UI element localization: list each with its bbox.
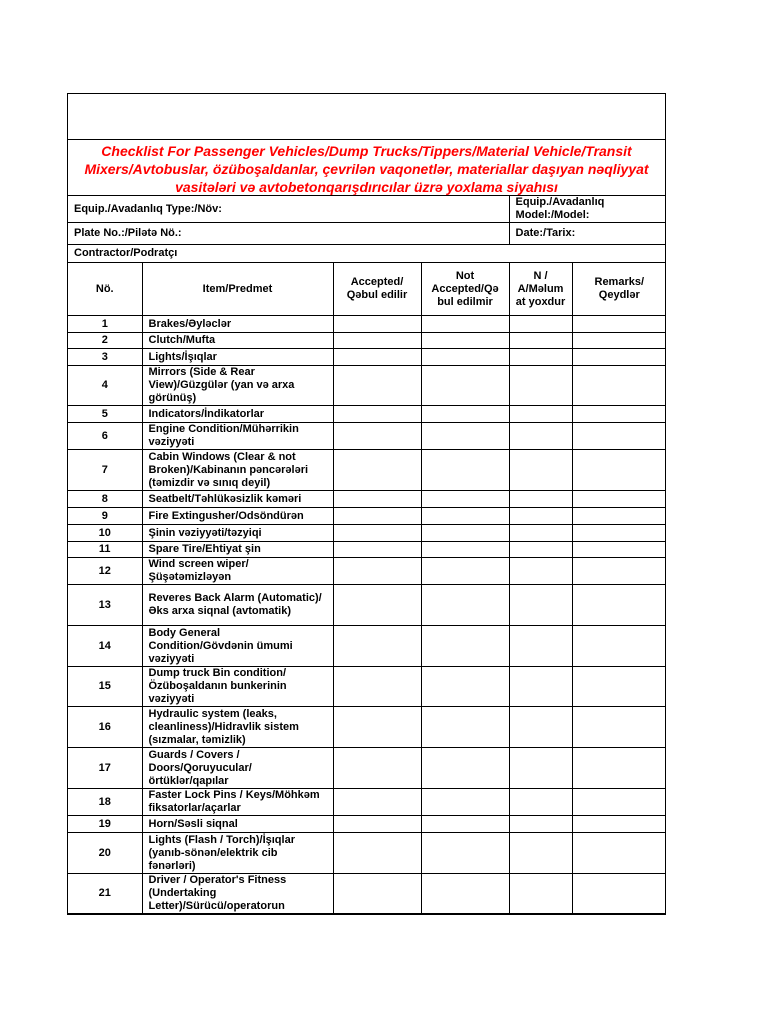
na-cell[interactable]	[509, 491, 572, 508]
row-number: 9	[68, 508, 142, 525]
row-item: Guards / Covers / Doors/Qoruyucular/örtüklər/qapılar	[142, 748, 333, 789]
accepted-cell[interactable]	[333, 874, 421, 914]
accepted-cell[interactable]	[333, 406, 421, 423]
table-row	[68, 707, 666, 748]
accepted-cell[interactable]	[333, 366, 421, 406]
table-row	[68, 450, 666, 491]
accepted-cell[interactable]	[333, 816, 421, 833]
row-number: 5	[68, 406, 142, 423]
row-item: Cabin Windows (Clear & not Broken)/Kabinanın pəncərələri (təmizdir və sınıq deyil)	[142, 450, 333, 491]
row-number: 21	[68, 874, 142, 914]
remarks-cell[interactable]	[572, 874, 666, 914]
row-number: 13	[68, 585, 142, 626]
table-row	[68, 423, 666, 450]
table-row	[68, 491, 666, 508]
not-accepted-cell[interactable]	[421, 707, 509, 748]
row-item: Brakes/Əyləclər	[142, 316, 333, 333]
row-item: Engine Condition/Mühərrikin vəziyyəti	[142, 423, 333, 450]
na-cell[interactable]	[509, 366, 572, 406]
remarks-cell[interactable]	[572, 667, 666, 707]
row-number: 1	[68, 316, 142, 333]
remarks-cell[interactable]	[572, 833, 666, 874]
not-accepted-cell[interactable]	[421, 874, 509, 914]
accepted-cell[interactable]	[333, 626, 421, 667]
remarks-cell[interactable]	[572, 816, 666, 833]
table-row	[68, 508, 666, 525]
table-row	[68, 366, 666, 406]
accepted-cell[interactable]	[333, 450, 421, 491]
na-cell[interactable]	[509, 333, 572, 349]
na-cell[interactable]	[509, 508, 572, 525]
accepted-cell[interactable]	[333, 508, 421, 525]
na-cell[interactable]	[509, 423, 572, 450]
row-number: 2	[68, 333, 142, 349]
row-number: 10	[68, 525, 142, 542]
equip-model-field[interactable]: Equip./Avadanlıq Model:/Model:	[509, 196, 666, 223]
row-number: 19	[68, 816, 142, 833]
accepted-cell[interactable]	[333, 789, 421, 816]
remarks-cell[interactable]	[572, 748, 666, 789]
remarks-cell[interactable]	[572, 491, 666, 508]
na-cell[interactable]	[509, 406, 572, 423]
not-accepted-cell[interactable]	[421, 333, 509, 349]
na-cell[interactable]	[509, 525, 572, 542]
not-accepted-cell[interactable]	[421, 423, 509, 450]
table-row	[68, 525, 666, 542]
not-accepted-cell[interactable]	[421, 508, 509, 525]
row-item: Clutch/Mufta	[142, 333, 333, 349]
accepted-cell[interactable]	[333, 423, 421, 450]
remarks-cell[interactable]	[572, 406, 666, 423]
remarks-cell[interactable]	[572, 558, 666, 585]
checklist-table	[68, 196, 666, 914]
na-cell[interactable]	[509, 833, 572, 874]
remarks-cell[interactable]	[572, 316, 666, 333]
row-item: Reveres Back Alarm (Automatic)/Əks arxa siqnal (avtomatik)	[142, 585, 333, 626]
row-item: Lights/İşıqlar	[142, 349, 333, 366]
not-accepted-cell[interactable]	[421, 491, 509, 508]
row-item: Body General Condition/Gövdənin ümumi vəziyyəti	[142, 626, 333, 667]
row-item: Dump truck Bin condition/Özüboşaldanın bunkerinin vəziyyəti	[142, 667, 333, 707]
na-cell[interactable]	[509, 707, 572, 748]
table-row	[68, 558, 666, 585]
row-number: 12	[68, 558, 142, 585]
accepted-cell[interactable]	[333, 333, 421, 349]
accepted-cell[interactable]	[333, 349, 421, 366]
row-number: 7	[68, 450, 142, 491]
accepted-cell[interactable]	[333, 748, 421, 789]
row-number: 3	[68, 349, 142, 366]
table-row	[68, 816, 666, 833]
remarks-cell[interactable]	[572, 525, 666, 542]
accepted-cell[interactable]	[333, 316, 421, 333]
row-item: Mirrors (Side & Rear View)/Güzgülər (yan və arxa görünüş)	[142, 366, 333, 406]
table-row	[68, 349, 666, 366]
remarks-cell[interactable]	[572, 366, 666, 406]
table-row	[68, 626, 666, 667]
not-accepted-cell[interactable]	[421, 366, 509, 406]
na-cell[interactable]	[509, 558, 572, 585]
table-row	[68, 542, 666, 558]
date-field[interactable]: Date:/Tarix:	[509, 223, 666, 245]
not-accepted-cell[interactable]	[421, 585, 509, 626]
row-item: Driver / Operator's Fitness (Undertaking Letter)/Sürücü/operatorun	[142, 874, 333, 914]
column-header-remarks: Remarks/ Qeydlər	[572, 263, 666, 316]
na-cell[interactable]	[509, 748, 572, 789]
not-accepted-cell[interactable]	[421, 316, 509, 333]
row-number: 16	[68, 707, 142, 748]
not-accepted-cell[interactable]	[421, 833, 509, 874]
not-accepted-cell[interactable]	[421, 667, 509, 707]
remarks-cell[interactable]	[572, 542, 666, 558]
row-number: 11	[68, 542, 142, 558]
row-item: Spare Tire/Ehtiyat şin	[142, 542, 333, 558]
not-accepted-cell[interactable]	[421, 558, 509, 585]
column-header-not-accepted: Not Accepted/Qə bul edilmir	[421, 263, 509, 316]
row-item: Hydraulic system (leaks, cleanliness)/Hidravlik sistem (sızmalar, təmizlik)	[142, 707, 333, 748]
remarks-cell[interactable]	[572, 585, 666, 626]
remarks-cell[interactable]	[572, 349, 666, 366]
row-number: 14	[68, 626, 142, 667]
table-row	[68, 667, 666, 707]
remarks-cell[interactable]	[572, 789, 666, 816]
na-cell[interactable]	[509, 626, 572, 667]
column-header-item: Item/Predmet	[142, 263, 333, 316]
row-number: 4	[68, 366, 142, 406]
na-cell[interactable]	[509, 316, 572, 333]
not-accepted-cell[interactable]	[421, 626, 509, 667]
table-row	[68, 316, 666, 333]
contractor-field[interactable]: Contractor/Podratçı	[68, 245, 666, 263]
table-row	[68, 874, 666, 914]
accepted-cell[interactable]	[333, 558, 421, 585]
accepted-cell[interactable]	[333, 542, 421, 558]
table-row	[68, 406, 666, 423]
accepted-cell[interactable]	[333, 491, 421, 508]
accepted-cell[interactable]	[333, 525, 421, 542]
column-header-no: Nö.	[68, 263, 142, 316]
not-accepted-cell[interactable]	[421, 816, 509, 833]
accepted-cell[interactable]	[333, 833, 421, 874]
accepted-cell[interactable]	[333, 585, 421, 626]
not-accepted-cell[interactable]	[421, 349, 509, 366]
not-accepted-cell[interactable]	[421, 789, 509, 816]
not-accepted-cell[interactable]	[421, 450, 509, 491]
table-row	[68, 833, 666, 874]
na-cell[interactable]	[509, 667, 572, 707]
accepted-cell[interactable]	[333, 667, 421, 707]
remarks-cell[interactable]	[572, 707, 666, 748]
row-number: 17	[68, 748, 142, 789]
plate-no-field[interactable]: Plate No.:/Pilətə Nö.:	[68, 223, 509, 245]
row-item: Indicators/İndikatorlar	[142, 406, 333, 423]
row-number: 18	[68, 789, 142, 816]
row-number: 20	[68, 833, 142, 874]
header-blank-band	[68, 94, 665, 140]
row-item: Horn/Səsli siqnal	[142, 816, 333, 833]
column-header-na: N / A/Məlum at yoxdur	[509, 263, 572, 316]
row-number: 6	[68, 423, 142, 450]
not-accepted-cell[interactable]	[421, 542, 509, 558]
na-cell[interactable]	[509, 542, 572, 558]
table-row	[68, 748, 666, 789]
not-accepted-cell[interactable]	[421, 406, 509, 423]
checklist-sheet	[67, 93, 666, 915]
row-item: Faster Lock Pins / Keys/Möhkəm fiksatorlar/açarlar	[142, 789, 333, 816]
remarks-cell[interactable]	[572, 450, 666, 491]
na-cell[interactable]	[509, 789, 572, 816]
na-cell[interactable]	[509, 450, 572, 491]
table-row	[68, 789, 666, 816]
na-cell[interactable]	[509, 874, 572, 914]
na-cell[interactable]	[509, 816, 572, 833]
row-item: Şinin vəziyyəti/təzyiqi	[142, 525, 333, 542]
row-number: 8	[68, 491, 142, 508]
na-cell[interactable]	[509, 585, 572, 626]
na-cell[interactable]	[509, 349, 572, 366]
remarks-cell[interactable]	[572, 626, 666, 667]
row-item: Lights (Flash / Torch)/İşıqlar (yanıb-sönən/elektrik cib fənərləri)	[142, 833, 333, 874]
equip-type-field[interactable]: Equip./Avadanlıq Type:/Növ:	[68, 196, 509, 223]
column-header-accepted: Accepted/ Qəbul edilir	[333, 263, 421, 316]
accepted-cell[interactable]	[333, 707, 421, 748]
table-row	[68, 333, 666, 349]
table-row	[68, 585, 666, 626]
row-item: Fire Extingusher/Odsöndürən	[142, 508, 333, 525]
remarks-cell[interactable]	[572, 423, 666, 450]
document-title: Checklist For Passenger Vehicles/Dump Trucks/Tippers/Material Vehicle/Transit Mixers/Avtobuslar, özüboşaldanlar, çevrilən vaqonetlər, materiallar daşıyan nəqliyyat vasitələri və avtobetonqarışdırıcılar üzrə yoxlama siyahısı	[68, 140, 665, 196]
remarks-cell[interactable]	[572, 333, 666, 349]
remarks-cell[interactable]	[572, 508, 666, 525]
not-accepted-cell[interactable]	[421, 748, 509, 789]
row-number: 15	[68, 667, 142, 707]
row-item: Wind screen wiper/Şüşətəmizləyən	[142, 558, 333, 585]
not-accepted-cell[interactable]	[421, 525, 509, 542]
row-item: Seatbelt/Təhlükəsizlik kəməri	[142, 491, 333, 508]
